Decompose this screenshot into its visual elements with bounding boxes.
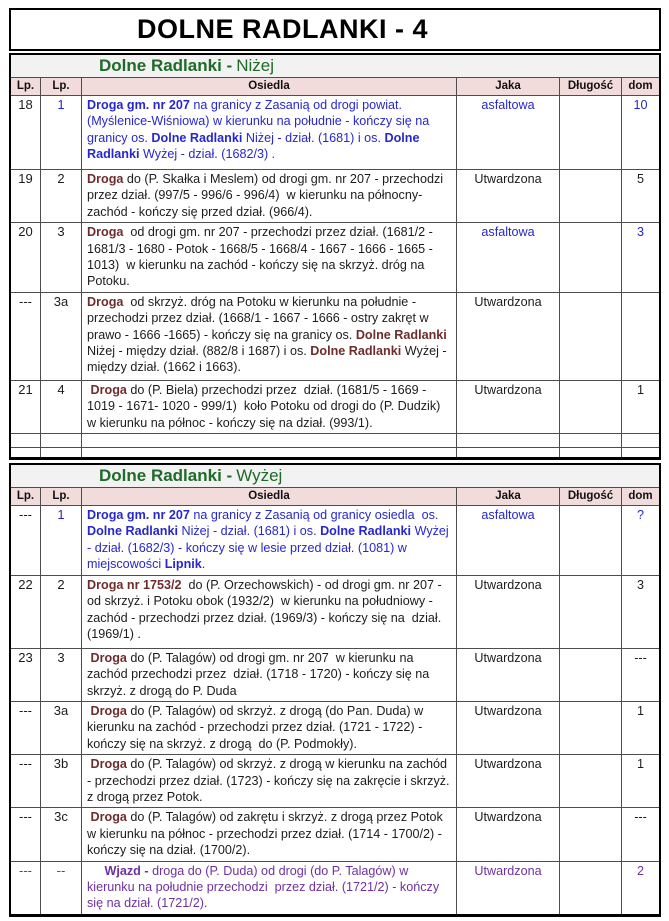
column-header-jaka: Jaka bbox=[457, 488, 560, 505]
lp-primary-cell: --- bbox=[11, 702, 41, 754]
jaka-cell: Utwardzona bbox=[457, 862, 560, 914]
dlugosc-cell bbox=[560, 649, 622, 701]
dlugosc-cell bbox=[560, 170, 622, 222]
lp-secondary-cell bbox=[41, 434, 82, 447]
lp-secondary-cell: -- bbox=[41, 862, 82, 914]
lp-primary-cell: 21 bbox=[11, 381, 41, 433]
osiedla-cell: Droga do (P. Talagów) od drogi gm. nr 207 w kierunku na zachód przechodzi przez dział. (1718 - 1720) - kończy się na skrzyż. z drogą do P. Duda bbox=[82, 649, 457, 701]
table-row bbox=[11, 862, 659, 914]
table-row bbox=[11, 223, 659, 293]
lp-secondary-cell: 3 bbox=[41, 223, 82, 292]
lp-secondary-cell bbox=[41, 448, 82, 457]
dlugosc-cell bbox=[560, 223, 622, 292]
column-header-dlugosc: Długość bbox=[560, 78, 622, 95]
section-header-wyzej bbox=[11, 465, 659, 488]
column-header-jaka: Jaka bbox=[457, 78, 560, 95]
column-header-lp1: Lp. bbox=[11, 488, 41, 505]
dom-cell: 10 bbox=[633, 98, 648, 112]
dlugosc-cell bbox=[560, 808, 622, 860]
section-title-rest: Wyżej bbox=[236, 466, 283, 486]
lp-secondary-cell: 1 bbox=[41, 96, 82, 169]
jaka-cell: Utwardzona bbox=[457, 170, 560, 222]
lp-secondary-cell: 3a bbox=[41, 293, 82, 380]
table-row bbox=[11, 755, 659, 808]
jaka-cell: Utwardzona bbox=[457, 808, 560, 860]
column-header-lp1: Lp. bbox=[11, 78, 41, 95]
lp-primary-cell bbox=[11, 434, 41, 447]
table-body bbox=[11, 96, 659, 457]
dom-cell: 1 bbox=[636, 703, 644, 718]
dom-cell: 1 bbox=[636, 757, 644, 772]
table-row bbox=[11, 649, 659, 702]
column-header-dom: dom bbox=[628, 490, 653, 503]
dlugosc-cell bbox=[560, 862, 622, 914]
lp-primary-cell: --- bbox=[11, 862, 41, 914]
dlugosc-cell bbox=[560, 293, 622, 380]
column-header-lp2: Lp. bbox=[41, 488, 82, 505]
lp-primary-cell: 22 bbox=[11, 576, 41, 648]
dom-cell: --- bbox=[634, 650, 647, 665]
lp-secondary-cell: 3 bbox=[41, 649, 82, 701]
section-header-nizej bbox=[11, 55, 659, 78]
osiedla-cell: Droga gm. nr 207 na granicy z Zasanią od drogi powiat. (Myślenice-Wiśniowa) w kierunku na południe - kończy się na granicy os. Dolne Radlanki Niżej - dział. (1681) i os. Dolne Radlanki Wyżej - dział. (1682/3) . bbox=[82, 96, 457, 169]
jaka-cell bbox=[457, 434, 560, 447]
lp-secondary-cell: 1 bbox=[41, 506, 82, 575]
osiedla-cell: Droga do (P. Skałka i Meslem) od drogi gm. nr 207 - przechodzi przez dział. (997/5 - 996/6 - 996/4) w kierunku na północny-zachód - kończy się przed dział. (966/4). bbox=[82, 170, 457, 222]
table-row bbox=[11, 808, 659, 861]
jaka-cell: Utwardzona bbox=[457, 293, 560, 380]
column-header-osiedla: Osiedla bbox=[82, 488, 457, 505]
dom-cell: 3 bbox=[636, 577, 644, 592]
dlugosc-cell bbox=[560, 576, 622, 648]
jaka-cell: Utwardzona bbox=[457, 381, 560, 433]
lp-secondary-cell: 2 bbox=[41, 170, 82, 222]
dom-cell: 1 bbox=[636, 382, 644, 397]
table-body bbox=[11, 506, 659, 914]
dom-cell: --- bbox=[634, 810, 647, 825]
osiedla-cell: Droga od drogi gm. nr 207 - przechodzi przez dział. (1681/2 - 1681/3 - 1680 - Potok - 1668/5 - 1668/4 - 1667 - 1666 - 1665 - 1013) w kierunku na zachód - kończy się na skrzyż. dróg na Potoku. bbox=[82, 223, 457, 292]
jaka-cell: Utwardzona bbox=[457, 702, 560, 754]
column-header-dlugosc: Długość bbox=[560, 488, 622, 505]
column-header-lp2: Lp. bbox=[41, 78, 82, 95]
osiedla-cell: Wjazd - droga do (P. Duda) od drogi (do P. Talagów) w kierunku na południe przechodzi przez dział. (1721/2) - kończy się na dział. (1721/2). bbox=[82, 862, 457, 914]
osiedla-cell bbox=[82, 448, 457, 457]
osiedla-cell: Droga od skrzyż. dróg na Potoku w kierunku na południe - przechodzi przez dział. (1668/1 - 1667 - 1666 - ostry zakręt w prawo - 1666 -1665) - kończy się na granicy os. Dolne Radlanki Niżej - między dział. (882/8 i 1687) i os. Dolne Radlanki Wyżej - między dział. (1662 i 1663). bbox=[82, 293, 457, 380]
jaka-cell: asfaltowa bbox=[457, 506, 560, 575]
dom-cell: 2 bbox=[636, 863, 644, 878]
osiedla-cell bbox=[82, 434, 457, 447]
lp-primary-cell: 20 bbox=[11, 223, 41, 292]
table-row bbox=[11, 702, 659, 755]
title-box bbox=[9, 8, 661, 51]
empty-row bbox=[11, 434, 659, 448]
jaka-cell: Utwardzona bbox=[457, 649, 560, 701]
lp-secondary-cell: 4 bbox=[41, 381, 82, 433]
osiedla-cell: Droga do (P. Biela) przechodzi przez dział. (1681/5 - 1669 - 1019 - 1671- 1020 - 999/1) koło Potoku od drogi do (P. Dudzik) w kierunku na północ - kończy się na dział. (993/1). bbox=[82, 381, 457, 433]
page-title: DOLNE RADLANKI - 4 bbox=[137, 14, 428, 44]
lp-primary-cell: 18 bbox=[11, 96, 41, 169]
lp-primary-cell bbox=[11, 448, 41, 457]
dom-cell: 5 bbox=[636, 172, 644, 186]
dlugosc-cell bbox=[560, 448, 622, 457]
column-header-row bbox=[11, 488, 659, 506]
column-header-row bbox=[11, 78, 659, 96]
lp-primary-cell: --- bbox=[11, 293, 41, 380]
jaka-cell: Utwardzona bbox=[457, 576, 560, 648]
lp-primary-cell: 19 bbox=[11, 170, 41, 222]
dlugosc-cell bbox=[560, 702, 622, 754]
table-dolne-radlanki-nizej bbox=[9, 53, 661, 460]
dom-cell: 3 bbox=[636, 225, 644, 240]
jaka-cell: asfaltowa bbox=[457, 223, 560, 292]
jaka-cell bbox=[457, 448, 560, 457]
section-title-bold: Dolne Radlanki - bbox=[99, 466, 233, 486]
lp-secondary-cell: 3a bbox=[41, 702, 82, 754]
osiedla-cell: Droga do (P. Talagów) od zakrętu i skrzyż. z drogą przez Potok w kierunku na północ - przechodzi przez dział. (1714 - 1700/2) - kończy się na dział. (1700/2). bbox=[82, 808, 457, 860]
osiedla-cell: Droga nr 1753/2 do (P. Orzechowskich) - od drogi gm. nr 207 - od skrzyż. i Potoku obok (1932/2) w kierunku na południowy - zachód - przechodzi przez dział. (1969/3) - kończy się na dział. (1969/1) . bbox=[82, 576, 457, 648]
dlugosc-cell bbox=[560, 96, 622, 169]
column-header-osiedla: Osiedla bbox=[82, 78, 457, 95]
table-row bbox=[11, 506, 659, 576]
column-header-dom: dom bbox=[628, 80, 653, 92]
jaka-cell: Utwardzona bbox=[457, 755, 560, 807]
dlugosc-cell bbox=[560, 755, 622, 807]
osiedla-cell: Droga do (P. Talagów) od skrzyż. z drogą (do Pan. Duda) w kierunku na zachód - przechodzi przez dział. (1721 - 1722) - kończy się na skrzyż. z drogą do (P. Podmokły). bbox=[82, 702, 457, 754]
dom-cell bbox=[622, 293, 659, 380]
jaka-cell: asfaltowa bbox=[457, 96, 560, 169]
dlugosc-cell bbox=[560, 506, 622, 575]
table-row bbox=[11, 293, 659, 381]
empty-row bbox=[11, 448, 659, 457]
lp-primary-cell: --- bbox=[11, 755, 41, 807]
lp-secondary-cell: 3c bbox=[41, 808, 82, 860]
osiedla-cell: Droga gm. nr 207 na granicy z Zasanią od granicy osiedla os. Dolne Radlanki Niżej - dział. (1681) i os. Dolne Radlanki Wyżej - dział. (1682/3) - kończy się w lesie przed dział. (1081) w miejscowości Lipnik. bbox=[82, 506, 457, 575]
lp-primary-cell: --- bbox=[11, 506, 41, 575]
dom-cell bbox=[622, 434, 659, 447]
table-row bbox=[11, 96, 659, 170]
lp-secondary-cell: 2 bbox=[41, 576, 82, 648]
section-title-rest: Niżej bbox=[236, 56, 274, 75]
dlugosc-cell bbox=[560, 381, 622, 433]
table-row bbox=[11, 576, 659, 649]
table-row bbox=[11, 381, 659, 434]
table-dolne-radlanki-wyzej bbox=[9, 463, 661, 917]
section-title-bold: Dolne Radlanki - bbox=[99, 56, 233, 75]
lp-primary-cell: 23 bbox=[11, 649, 41, 701]
lp-secondary-cell: 3b bbox=[41, 755, 82, 807]
lp-primary-cell: --- bbox=[11, 808, 41, 860]
osiedla-cell: Droga do (P. Talagów) od skrzyż. z drogą w kierunku na zachód - przechodzi przez dział. (1723) - kończy się na zakręcie i skrzyż. z drogą przez Potok. bbox=[82, 755, 457, 807]
table-row bbox=[11, 170, 659, 223]
dom-cell: ? bbox=[636, 508, 644, 523]
dlugosc-cell bbox=[560, 434, 622, 447]
dom-cell bbox=[622, 448, 659, 457]
